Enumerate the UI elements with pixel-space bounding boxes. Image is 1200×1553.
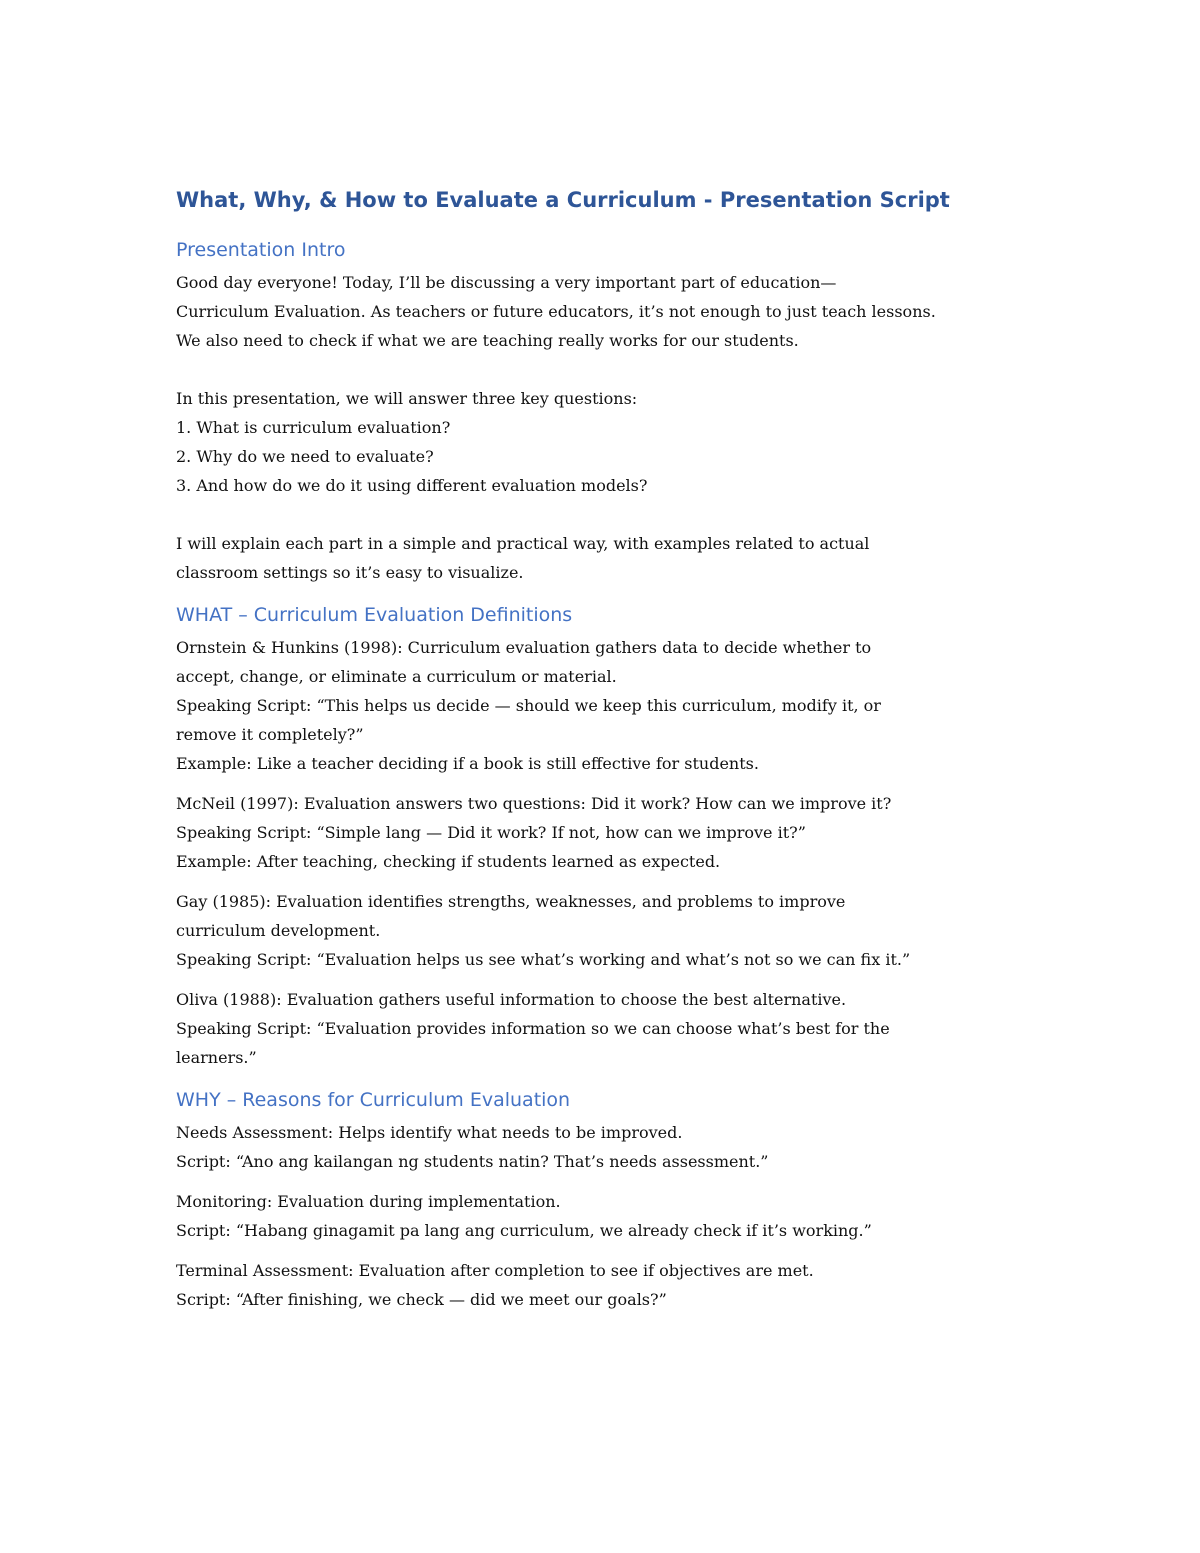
text-line: We also need to check if what we are teaching really works for our students.: [176, 331, 799, 350]
explain-paragraph: [176, 529, 1056, 587]
text-line: classroom settings so it’s easy to visualize.: [176, 563, 524, 582]
list-item: 3. And how do we do it using different evaluation models?: [176, 476, 648, 495]
mcneil-paragraph: [176, 789, 1056, 876]
heading-what: WHAT – Curriculum Evaluation Definitions: [176, 604, 573, 626]
text-line: learners.”: [176, 1048, 257, 1067]
gay-paragraph: [176, 887, 1056, 974]
text-line: Speaking Script: “Evaluation helps us see what’s working and what’s not so we can fix it.”: [176, 950, 911, 969]
document-page: [176, 188, 1056, 1314]
text-line: McNeil (1997): Evaluation answers two questions: Did it work? How can we improve it?: [176, 794, 892, 813]
text-line: In this presentation, we will answer three key questions:: [176, 389, 638, 408]
key-questions-paragraph: [176, 384, 1056, 500]
oliva-paragraph: [176, 985, 1056, 1072]
text-line: Script: “After finishing, we check — did we meet our goals?”: [176, 1290, 667, 1309]
text-line: Terminal Assessment: Evaluation after completion to see if objectives are met.: [176, 1261, 814, 1280]
text-line: Speaking Script: “Simple lang — Did it work? If not, how can we improve it?”: [176, 823, 806, 842]
ornstein-hunkins-paragraph: [176, 633, 1056, 778]
text-line: Example: After teaching, checking if students learned as expected.: [176, 852, 721, 871]
document-title: What, Why, & How to Evaluate a Curriculum - Presentation Script: [176, 188, 950, 212]
terminal-assessment-paragraph: [176, 1256, 1056, 1314]
text-line: Monitoring: Evaluation during implementation.: [176, 1192, 561, 1211]
text-line: Oliva (1988): Evaluation gathers useful information to choose the best alternative.: [176, 990, 847, 1009]
text-line: Gay (1985): Evaluation identifies strengths, weaknesses, and problems to improve: [176, 892, 846, 911]
text-line: Needs Assessment: Helps identify what needs to be improved.: [176, 1123, 683, 1142]
text-line: Good day everyone! Today, I’ll be discussing a very important part of education—: [176, 273, 837, 292]
needs-assessment-paragraph: [176, 1118, 1056, 1176]
text-line: curriculum development.: [176, 921, 381, 940]
text-line: Speaking Script: “This helps us decide — should we keep this curriculum, modify it, or: [176, 696, 881, 715]
text-line: Speaking Script: “Evaluation provides information so we can choose what’s best for the: [176, 1019, 890, 1038]
text-line: Script: “Ano ang kailangan ng students natin? That’s needs assessment.”: [176, 1152, 769, 1171]
heading-why: WHY – Reasons for Curriculum Evaluation: [176, 1089, 571, 1111]
text-line: Example: Like a teacher deciding if a book is still effective for students.: [176, 754, 759, 773]
monitoring-paragraph: [176, 1187, 1056, 1245]
text-line: Ornstein & Hunkins (1998): Curriculum evaluation gathers data to decide whether to: [176, 638, 872, 657]
text-line: Curriculum Evaluation. As teachers or future educators, it’s not enough to just teach lessons.: [176, 302, 936, 321]
text-line: accept, change, or eliminate a curriculum or material.: [176, 667, 617, 686]
list-item: 2. Why do we need to evaluate?: [176, 447, 434, 466]
text-line: remove it completely?”: [176, 725, 364, 744]
intro-paragraph: [176, 268, 1056, 355]
text-line: I will explain each part in a simple and practical way, with examples related to actual: [176, 534, 870, 553]
text-line: Script: “Habang ginagamit pa lang ang curriculum, we already check if it’s working.”: [176, 1221, 872, 1240]
list-item: 1. What is curriculum evaluation?: [176, 418, 451, 437]
heading-presentation-intro: Presentation Intro: [176, 239, 346, 261]
